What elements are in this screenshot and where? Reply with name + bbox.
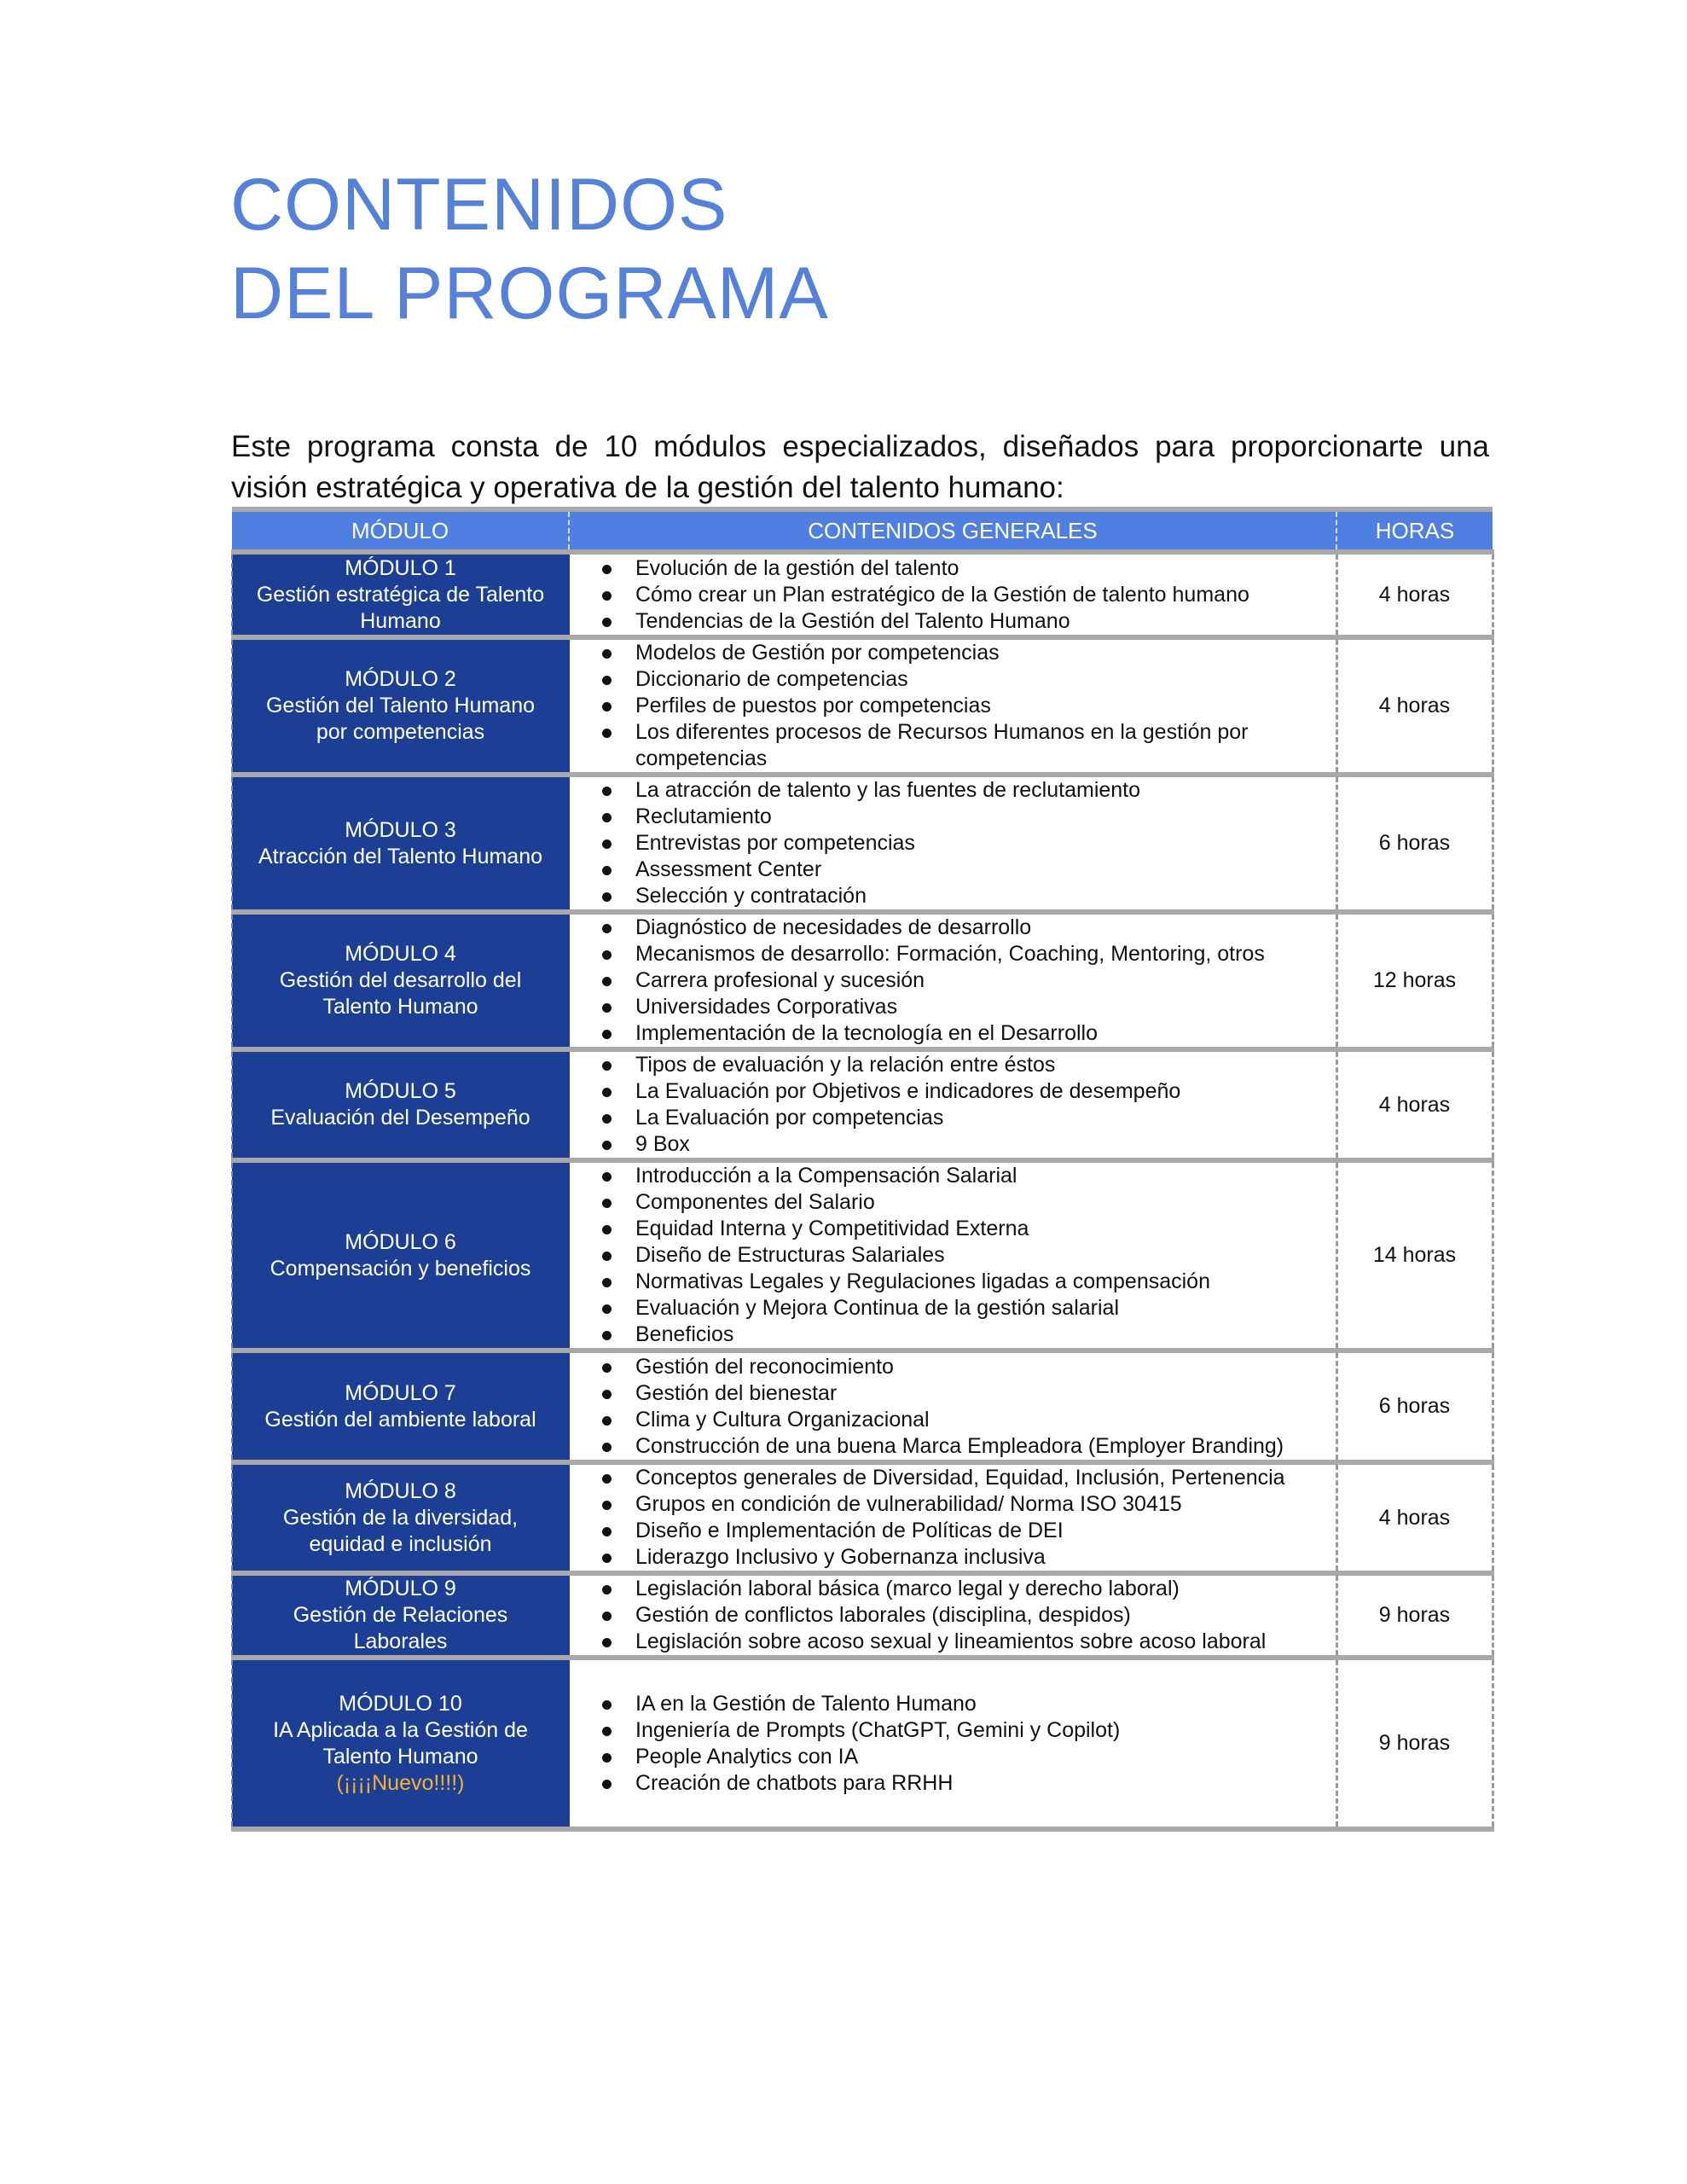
topics-cell (569, 1573, 1336, 1658)
list-item: Mecanismos de desarrollo: Formación, Coaching, Mentoring, otros (570, 941, 1319, 967)
module-name-line: Laborales (353, 1629, 448, 1653)
list-item: La Evaluación por competencias (570, 1105, 1319, 1131)
hours-cell: 14 horas (1336, 1160, 1493, 1350)
list-item: Diseño e Implementación de Políticas de DEI (570, 1518, 1319, 1544)
list-item: Perfiles de puestos por competencias (570, 693, 1319, 719)
list-item: 9 Box (570, 1131, 1319, 1158)
list-item: Selección y contratación (570, 883, 1319, 909)
page-title (230, 160, 1424, 338)
list-item: Carrera profesional y sucesión (570, 967, 1319, 994)
topics-cell (569, 1462, 1336, 1573)
module-number: MÓDULO 2 (345, 667, 456, 691)
module-name-line: Compensación y beneficios (270, 1256, 531, 1281)
module-cell (232, 1350, 569, 1462)
topics-list (570, 1052, 1336, 1158)
header-hours: HORAS (1336, 509, 1493, 552)
hours-cell: 6 horas (1336, 775, 1493, 912)
module-name-line: equidad e inclusión (309, 1531, 492, 1556)
list-item: Cómo crear un Plan estratégico de la Gestión de talento humano (570, 582, 1319, 608)
header-module: MÓDULO (232, 509, 569, 552)
module-number: MÓDULO 9 (345, 1577, 456, 1600)
table-row (232, 1350, 1493, 1462)
list-item: Normativas Legales y Regulaciones ligadas a compensación (570, 1269, 1319, 1295)
table-row (232, 775, 1493, 912)
list-item: Clima y Cultura Organizacional (570, 1407, 1319, 1433)
module-cell (232, 637, 569, 775)
intro-text-after: , diseñados para proporcionarte una visión estratégica y operativa de la gestión del talento humano: (231, 430, 1490, 504)
module-name-line: Gestión del Talento Humano (265, 694, 535, 717)
module-name-line: Humano (360, 608, 441, 633)
page-title-line-1: CONTENIDOS (230, 164, 728, 246)
table-row (232, 1658, 1493, 1829)
module-number: MÓDULO 5 (345, 1079, 456, 1103)
list-item: Tipos de evaluación y la relación entre éstos (570, 1052, 1319, 1078)
list-item: Diagnóstico de necesidades de desarrollo (570, 915, 1319, 941)
topics-list (570, 1576, 1336, 1655)
list-item: Componentes del Salario (570, 1189, 1319, 1216)
list-item: Construcción de una buena Marca Empleadora (Employer Branding) (570, 1433, 1319, 1460)
module-name-line: Gestión del desarrollo del (279, 968, 522, 992)
list-item: Tendencias de la Gestión del Talento Humano (570, 608, 1319, 635)
module-name-line: Talento Humano (322, 995, 478, 1019)
intro-emphasis: 10 módulos especializados (604, 430, 979, 463)
module-cell (232, 552, 569, 637)
topics-cell (569, 775, 1336, 912)
module-name-line: Evaluación del Desempeño (270, 1106, 530, 1130)
list-item: Ingeniería de Prompts (ChatGPT, Gemini y Copilot) (570, 1717, 1319, 1744)
intro-text-before: Este programa consta de (231, 430, 605, 463)
topics-cell (569, 1350, 1336, 1462)
table-row (232, 637, 1493, 775)
intro-paragraph (231, 427, 1489, 508)
module-cell (232, 1658, 569, 1829)
module-number: MÓDULO 6 (345, 1229, 456, 1254)
list-item: Entrevistas por competencias (570, 830, 1319, 857)
topics-cell (569, 637, 1336, 775)
list-item: Implementación de la tecnología en el Desarrollo (570, 1020, 1319, 1047)
list-item: La Evaluación por Objetivos e indicadores de desempeño (570, 1078, 1319, 1105)
list-item: Equidad Interna y Competitividad Externa (570, 1216, 1319, 1242)
module-name-line: Gestión de Relaciones (293, 1603, 508, 1627)
table-row (232, 912, 1493, 1049)
module-name-line: Gestión de la diversidad, (282, 1505, 519, 1530)
list-item: Beneficios (570, 1321, 1319, 1348)
module-cell (232, 1573, 569, 1658)
new-badge: (¡¡¡¡Nuevo!!!!) (336, 1770, 465, 1795)
module-number: MÓDULO 1 (345, 555, 456, 580)
module-name-line: Gestión del ambiente laboral (264, 1407, 536, 1432)
topics-cell (569, 1049, 1336, 1160)
list-item: Gestión del bienestar (570, 1380, 1319, 1407)
page-title-line-2: DEL PROGRAMA (230, 253, 829, 334)
list-item: Gestión de conflictos laborales (disciplina, despidos) (570, 1602, 1319, 1629)
list-item: Legislación laboral básica (marco legal y derecho laboral) (570, 1576, 1319, 1602)
program-table (231, 507, 1494, 1832)
module-number: MÓDULO 3 (345, 817, 456, 842)
program-table-body (232, 552, 1493, 1829)
list-item: Grupos en condición de vulnerabilidad/ Norma ISO 30415 (570, 1491, 1319, 1518)
list-item: Gestión del reconocimiento (570, 1354, 1319, 1380)
module-number: MÓDULO 4 (345, 942, 456, 966)
list-item: Reclutamiento (570, 804, 1319, 830)
table-row (232, 1160, 1493, 1350)
list-item: Modelos de Gestión por competencias (570, 640, 1319, 666)
topics-cell (569, 912, 1336, 1049)
table-header-row (232, 509, 1493, 552)
table-row (232, 552, 1493, 637)
header-contents: CONTENIDOS GENERALES (569, 509, 1336, 552)
topics-cell (569, 552, 1336, 637)
module-name-line: IA Aplicada a la Gestión de (273, 1717, 528, 1742)
hours-cell: 9 horas (1336, 1573, 1493, 1658)
topics-list (570, 640, 1336, 772)
list-item: Diccionario de competencias (570, 666, 1319, 693)
list-item: Evaluación y Mejora Continua de la gestión salarial (570, 1295, 1319, 1321)
topics-list (570, 1691, 1336, 1797)
module-name-line: Gestión estratégica de Talento (256, 582, 545, 607)
module-name-line: Atracción del Talento Humano (258, 844, 543, 868)
hours-cell: 4 horas (1336, 637, 1493, 775)
list-item: Liderazgo Inclusivo y Gobernanza inclusiva (570, 1544, 1319, 1571)
topics-cell (569, 1658, 1336, 1829)
topics-list (570, 1163, 1336, 1348)
topics-list (570, 777, 1336, 909)
list-item: Assessment Center (570, 857, 1319, 883)
table-row (232, 1573, 1493, 1658)
topics-list (570, 915, 1336, 1047)
module-cell (232, 1462, 569, 1573)
list-item: La atracción de talento y las fuentes de reclutamiento (570, 777, 1319, 804)
module-cell (232, 912, 569, 1049)
table-row (232, 1462, 1493, 1573)
module-cell (232, 1160, 569, 1350)
module-number: MÓDULO 8 (345, 1478, 456, 1503)
list-item: People Analytics con IA (570, 1744, 1319, 1770)
list-item: Conceptos generales de Diversidad, Equidad, Inclusión, Pertenencia (570, 1465, 1319, 1491)
list-item: Evolución de la gestión del talento (570, 555, 1319, 582)
hours-cell: 4 horas (1336, 1462, 1493, 1573)
module-cell (232, 775, 569, 912)
module-name-line: Talento Humano (322, 1744, 478, 1769)
hours-cell: 4 horas (1336, 1049, 1493, 1160)
list-item: Creación de chatbots para RRHH (570, 1770, 1319, 1797)
list-item: Legislación sobre acoso sexual y lineamientos sobre acoso laboral (570, 1629, 1319, 1655)
module-number: MÓDULO 10 (339, 1691, 462, 1716)
topics-list (570, 1354, 1336, 1460)
topics-list (570, 555, 1336, 635)
hours-cell: 12 horas (1336, 912, 1493, 1049)
module-name-line: por competencias (316, 720, 485, 744)
list-item: Universidades Corporativas (570, 994, 1319, 1020)
table-row (232, 1049, 1493, 1160)
list-item: Los diferentes procesos de Recursos Humanos en la gestión por competencias (570, 719, 1319, 772)
module-number: MÓDULO 7 (345, 1380, 456, 1405)
list-item: Diseño de Estructuras Salariales (570, 1242, 1319, 1269)
list-item: Introducción a la Compensación Salarial (570, 1163, 1319, 1189)
hours-cell: 9 horas (1336, 1658, 1493, 1829)
list-item: IA en la Gestión de Talento Humano (570, 1691, 1319, 1717)
module-cell (232, 1049, 569, 1160)
hours-cell: 6 horas (1336, 1350, 1493, 1462)
topics-cell (569, 1160, 1336, 1350)
hours-cell: 4 horas (1336, 552, 1493, 637)
topics-list (570, 1465, 1336, 1571)
